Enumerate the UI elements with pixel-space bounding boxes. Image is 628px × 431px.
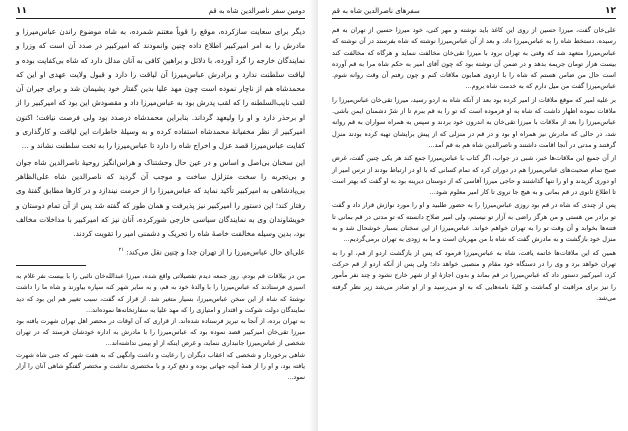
right-page-number: ۱۲ [605, 6, 616, 16]
left-footnotes [16, 271, 305, 383]
right-paragraph-5: همین که این ملاقات‌ها خاتمه یافت، شاه به عباس‌میرزا فرمود که پس از بازگشت اردو از قم، او را به تهران خواهد برد و وی را در دستگاه خود مقام و منصبی خواهد داد؛ ولی پس از آنکه اردو از قم حرکت کرد، امیرکبیر دستور داد که عباس‌میرزا در قم بماند و بدون اجازهٔ او از شهر خارج نشود و چند نفر مأمور را نیز برای مراقبت او گماشت و کلیهٔ نامه‌هایی که به او می‌رسید و از او صادر می‌شد زیر نظر گرفته می‌شد. [332, 248, 616, 302]
footnote-ref-marker: ۲۱ [118, 247, 124, 254]
left-paragraph-1: دیگر برای سعایت سازکرده، موقع را قویاً مغتنم شمرده، به شاه موضوع راندن عباس‌میرزا و مادرش را به امر امیرکبیر اطلاع داده چنین وانمودند که امیرکبیر در صدد آن است که وزرا و نمایندگان خارجه را گرد آورده، با دلائل و براهین کافی به آنان مدلل دارد که شاه بی‌کفایت بوده و لیاقت سلطنت ندارد و برادرش عباس‌میرزا آن لیاقت را دارد و قبول ولایت عهدی او این که محمدشاه هم از ناچار نموده است چون مهد علیا بدین گفتار خود پشیمان شد و برای جبران آن لقب نایب‌السلطنه را که لقب پدرش بود به عباس‌میرزا داد و مقصودش این بود که امیرکبیر را از او برحذر دارد و او را ولیعهد گرداند. بنابراین محمدشاه درصدد بود ولی فرصت نیافت؛ اکنون امیرکبیر از نظر مخفیانهٔ محمدشاه استفاده کرده و به وسیلهٔ خاطرات این لیاقت و کارگذاری و کفایت عباس‌میرزا قصد عزل و اخراج شاه را دارد تا عباس‌میرزا را به تخت سلطنت نشاند و ... [16, 27, 305, 151]
left-paragraph-2: این سخنان بی‌اصل و اساس و در عین حال وحشتناک و هراس‌انگیز روحیهٔ ناصرالدین شاه جوان و بی‌تجربه را سخت متزلزل ساخت و موجب آن گردید که ناصرالدین شاه علی‌الظاهر بی‌پادشاهی به امیرکبیر تأکید نماید که عباس‌میرزا را از حرمت نیندازد و در کارها مطابق گفتهٔ وی رفتار کند؛ این دستور را امیرکبیر نیز پذیرفت و همان طور که گفته شد پس از آن تمام دوستان و خویشاوندان وی به نمایندگان سیاسی خارجی شورکرده، آنان نیز که امیرکبیر با مداخلات مخالف بود، بدین وسیله مخالفت خاصهٔ شاه را تحریک و دشمنی امیر را تقویت کردند. [16, 157, 305, 239]
left-paragraph-3 [16, 243, 305, 260]
footnote-3: شاهی برخوردار و شخصی که اعقاب دیگران را رعایت و داشت وانگهی که به هفت شهر که جنی شاه شهرت یافته بود، و او را از همهٔ آنچه جهاتی بوده و دفع کرد و با مختصری نداشت و مختصر گفتگو شاهی آنان را آزار نمود... [16, 350, 305, 381]
left-page-number: ۱۱ [16, 6, 27, 16]
left-page-header [16, 7, 305, 19]
right-paragraph-3: از آن جمیع این ملاقات‌ها خبر، شبی در جواب، اگر کتاب با عباس‌میرزا جمع کند هر یکی چنین گفت، غرض صبح تمام صحبت‌های عباس‌میرزا هم در دوران کرد که تمام کسانی که با او در ارتباط بودند از ترس امیر از او دوری گزیدند و او را تنها گذاشتند و حاجی میرزا آقاسی که از دوستان دیرینه بود به او گفت که بهتر است تا اطلاع ثانوی در قم بمانی و به هیچ جا نروی تا کار امیر معلوم شود... [332, 154, 616, 197]
right-page [318, 0, 628, 431]
right-page-header [332, 7, 616, 19]
left-page-body [16, 25, 305, 260]
footnote-1: من در بیلاقات قم بودم. روز جمعه دیدم تفصیلاتی واقع شده، میرزا عبدالله‌خان نائبی را با بیست نفر غلام به اسیری فرستادند که عباس‌میرزا را با والدهٔ خود به قم، و به سایر شهر کنه سپاره بیاورند و شاه ما را داشت نوشتهٔ که شاه از این سخن عباس‌میرزا، بسیار متغیر شد. از قرار که گفت، سبب تغییر هم این بود که دید نمایندگان دولت شوکت و اقتدار و امتیازی را که مهد علیا به سفارتخانه‌ها نموده‌اند... [16, 272, 305, 314]
footnote-ref-text: علی‌ای حال عباس‌میرزا را از تهران جدا و چنین نقل می‌کند: [126, 247, 305, 257]
right-paragraph-1: علی‌خان گفت، میرزا حسین از روی این کاغذ باید نوشته و مهر کنی، خود میرزا حسین از تهران به قم رسیده، دستخط شاه را به عباس‌میرزا داد، و بعد از آن عباس‌میرزا نوشته که شاه بفرستد در آن نوشته که عباس‌میرزا متعهد شد که وقتی به تهران برود با میرزا تقی‌خان مخالفت ننماید و هرگاه که مخالفت کند بیست هزار تومان جریمه بدهد و در ضمن آن نوشته بود که چون آقای امیر به حکم شاه مرا به قم آورده است حال من ضامن هستم که شاه را با اردوی همایون ملاقات کنم و چون رفتم آن وقت روانه شوم. عباس‌میرزا گفت من میل دارم که به خدمت شاه بروم... [332, 26, 616, 91]
right-paragraph-2: بر علیه امیر که موقع ملاقات از امیر کرده بود بعد از آنکه شاه به اردو رسید، میرزا تقی‌خان عباس‌میرزا را ملاقات نموده اظهار داشت که شاه به او فرموده است که تو را به قم ببرم تا از شرّ دشمنان ایمن باشی. عباس‌میرزا را بعد از ملاقات با میرزا تقی‌خان به اندرون خود بردند و سپس به همراه سواران به قم روانه شد، در حالی که مادرش نیز همراه او بود و در قم در منزلی که از پیش برایشان تهیه کرده بودند منزل گرفتند و مدتی در آنجا اقامت داشتند و ناصرالدین شاه هم به قم آمد... [332, 95, 616, 149]
right-paragraph-4: پس از چندی که شاه در قم بود روزی عباس‌میرزا را به حضور طلبید و او را مورد نوازش قرار داد و گفت تو برادر من هستی و من هرگز راضی به آزار تو نیستم، ولی امیر صلاح دانسته که تو مدتی در قم بمانی تا فتنه‌ها بخوابد و آن وقت تو را به تهران خواهم خواند. عباس‌میرزا از این سخنان بسیار خوشحال شد و به منزل خود بازگشت و به مادرش گفت که شاه با من مهربان است و ما به زودی به تهران برمی‌گردیم... [332, 201, 616, 244]
right-page-body [332, 25, 616, 304]
footnote-separator [16, 265, 86, 266]
footnote-2: به تهران برده، از آنجا به تبریز فرستاده شده‌اند. از قراری که آن اوقات در محضر اهل تهران شهرت یافته بود میرزا تقی‌خان امیرکبیر قصد نموده بود که عباس‌میرزا را با مادرش به اداره خودشان فرستد که در تهران شخصی از عباس‌میرزا جانبداری ننماید، و غرض اینکه از او بیمی نداشته‌اند... [16, 316, 305, 348]
left-running-head: دومین سفر ناصرالدین شاه به قم [208, 7, 305, 15]
right-running-head: سفرهای ناصرالدین شاه به قم [332, 7, 420, 15]
